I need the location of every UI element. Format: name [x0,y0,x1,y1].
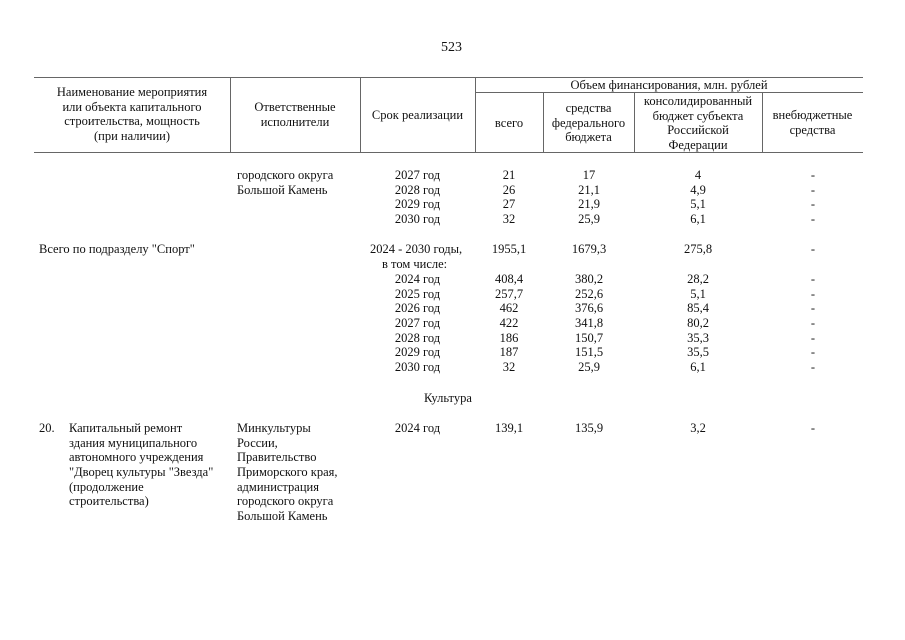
cont-federal: 17 21,1 21,9 25,9 [578,168,600,227]
sport-total-extra: - [810,242,816,256]
item20-number: 20. [39,421,55,435]
header-executors-col: Ответственные исполнители [254,100,336,129]
sport-total-label: Всего по подразделу "Спорт" [39,242,195,256]
item20-extra: - [810,421,816,435]
sport-extra: - - - - - - - [810,272,816,375]
item20-year: 2024 год [394,421,441,435]
header-federal-col: средства федерального бюджета [551,101,626,145]
item20-name: Капитальный ремонт здания муниципального автономного учреждения "Дворец культуры "Звезда" (продолжение строительства) [69,421,214,509]
cont-executors: городского округа Большой Камень [237,168,334,197]
section-culture-heading: Культура [424,391,472,405]
sport-federal: 380,2 252,6 376,6 341,8 150,7 151,5 25,9 [574,272,604,375]
sport-totals: 408,4 257,7 462 422 186 187 32 [494,272,524,375]
header-regional-col: консолидированный бюджет субъекта Российской Федерации [643,94,753,153]
cont-years: 2027 год 2028 год 2029 год 2030 год [394,168,441,227]
header-term-col: Срок реализации [371,108,464,122]
cont-regional: 4 4,9 5,1 6,1 [690,168,706,227]
sport-total-regional: 275,8 [683,242,713,256]
header-extra-col: внебюджетные средства [772,108,853,137]
header-funding-col: Объем финансирования, млн. рублей [570,78,768,92]
cont-totals: 21 26 27 32 [502,168,516,227]
item20-executors: Минкультуры России, Правительство Приморского края, администрация городского округа Большой Камень [237,421,338,524]
sport-regional: 28,2 5,1 85,4 80,2 35,3 35,5 6,1 [687,272,709,375]
sport-total-period: 2024 - 2030 годы, в том числе: [370,242,463,271]
header-total-col: всего [494,116,524,130]
sport-total-sum: 1955,1 [491,242,527,256]
item20-total: 139,1 [494,421,524,435]
item20-regional: 3,2 [690,421,706,435]
item20-federal: 135,9 [574,421,604,435]
header-name-col: Наименование мероприятия или объекта капитального строительства, мощность (при наличии) [56,85,208,144]
cont-extra: - - - - [810,168,816,227]
page-number: 523 [441,40,462,55]
sport-total-federal: 1679,3 [571,242,607,256]
sport-years: 2024 год 2025 год 2026 год 2027 год 2028 год 2029 год 2030 год [394,272,441,375]
